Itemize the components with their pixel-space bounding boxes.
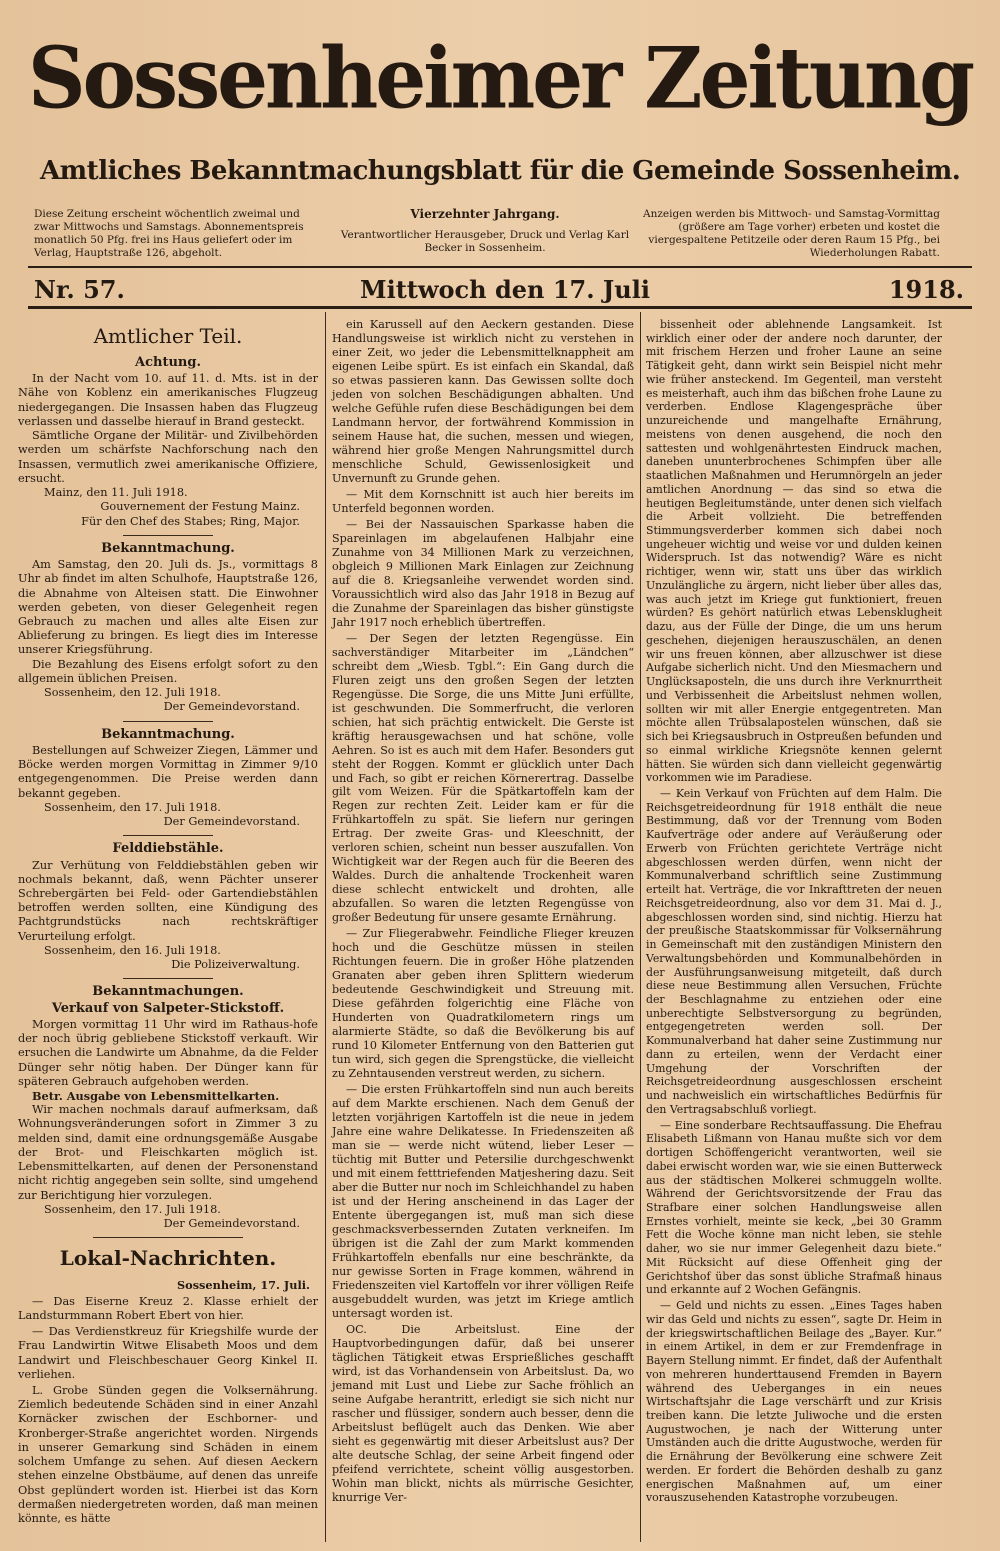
article-text: Sämtliche Organe der Militär- und Zivilbehörden werden um schärfste Nachforschung nach den Insassen, vermutlich zwei amerikanische Offiziere, ersucht. bbox=[18, 429, 318, 485]
article-signature: Die Polizeiverwaltung. bbox=[171, 958, 300, 972]
article-subheading: Betr. Ausgabe von Lebensmittelkarten. bbox=[32, 1089, 280, 1104]
section-title-local: Lokal-Nachrichten. bbox=[59, 1246, 277, 1271]
column-2 bbox=[332, 318, 634, 1507]
news-item: — Das Verdienstkreuz für Kriegshilfe wurde der Frau Landwirtin Witwe Elisabeth Moos und dem Landwirt und Fleischbeschauer Georg Kinkel II. verliehen. bbox=[18, 1325, 318, 1381]
news-item: — Das Eiserne Kreuz 2. Klasse erhielt der Landsturmmann Robert Ebert von hier. bbox=[18, 1294, 318, 1322]
news-item: L. Grobe Sünden gegen die Volksernährung. Ziemlich bedeutende Schäden sind in einer Anzahl Kornäcker zwischen der Eschborner- und Kronberger-Straße angerichtet worden. Nirgends in unserer Gemarkung sind Schäden in einem solchem Umfange zu sehen. Auf diesen Aeckern stehen einzelne Obstbäume, auf denen das unreife Obst geplündert worden ist. Hierbei ist das Korn dermaßen niedergetreten worden, daß man meinen könnte, es hätte bbox=[18, 1384, 318, 1526]
article-signature: Für den Chef des Stabes; Ring, Major. bbox=[81, 514, 300, 528]
article-subheading: Verkauf von Salpeter-Stickstoff. bbox=[51, 1000, 285, 1016]
article-text: Die Bezahlung des Eisens erfolgt sofort zu den allgemein üblichen Preisen. bbox=[18, 657, 318, 685]
article-text: In der Nacht vom 10. auf 11. d. Mts. ist in der Nähe von Koblenz ein amerikanisches Flugzeug niedergegangen. Die Insassen haben das Flugzeug verlassen und dasselbe hierauf in Brand gesteckt. bbox=[18, 372, 318, 428]
news-item: — Kein Verkauf von Früchten auf dem Halm. Die Reichsgetreideordnung für 1918 enthält die neue Bestimmung, daß vor der Trennung vom Boden Kaufverträge oder andere auf Veräußerung oder Erwerb von Früchten gerichtete Verträge nicht abgeschlossen werden dürfen, wenn nicht der Kommunalverband schriftlich seine Zustimmung erteilt hat. Verträge, die vor Inkrafttreten der neuen Reichsgetreideordnung, also vor dem 31. Mai d. J., abgeschlossen worden sind, sind nichtig. Hierzu hat der preußische Staatskommissar für Volksernährung in Gemeinschaft mit den zuständigen Ministern den Verwaltungsbehörden und Kommunalbehörden in der Ausführungsanweisung mitgeteilt, daß durch diese neue Bestimmung allen Versuchen, Früchte der Beschlagnahme zu entziehen oder eine unberechtigte Selbstversorgung zu begründen, entgegengetreten werden soll. Der Kommunalverband hat daher seine Zustimmung nur dann zu erteilen, wenn der Verdacht einer Umgehung der Vorschriften der Reichsgetreideordnung ausgeschlossen erscheint und nachweislich ein wirtschaftliches Bedürfnis für den Vertragsabschluß vorliegt. bbox=[646, 786, 942, 1116]
article-signature: Der Gemeindevorstand. bbox=[163, 700, 300, 714]
article-text: Wir machen nochmals darauf aufmerksam, daß Wohnungsveränderungen sofort in Zimmer 3 zu melden sind, damit eine ordnungsgemäße Ausgabe der Brot- und Fleischkarten möglich ist. Lebensmittelkarten, auf denen der Personenstand nicht richtig angegeben sein sollte, sind umgehend zur Berichtigung hier vorzulegen. bbox=[18, 1103, 318, 1202]
publisher-info bbox=[340, 208, 630, 255]
news-item: bissenheit oder ablehnende Langsamkeit. Ist wirklich einer oder der andere noch darunter, der mit frischem Herzen und froher Laune an seine Tätigkeit geht, dann wirkt sein Beispiel nicht mehr wie früher ansteckend. Im Gegenteil, man versteht es meisterhaft, auch ihm das bißchen frohe Laune zu verderben. Endlose Klagengespräche über unzureichende und mangelhafte Ernährung, meistens von denen ausgehend, die noch den sattesten und wohlgenährtesten Eindruck machen, daneben ununterbrochenes Schimpfen über alle staatlichen Maßnahmen und Herumnörgeln an jeder amtlichen Anordnung — das sind so etwa die heutigen Begleitumstände, unter denen sich vielfach die Arbeit vollzieht. Die betreffenden Stimmungsverderber kommen sich dabei noch ungeheuer wichtig und weise vor und dulden keinen Widerspruch. Ist das notwendig? Wäre es nicht richtiger, wenn wir, statt uns über das wirklich Unzulängliche zu ärgern, nicht lieber über alles das, was auch jetzt im Kriege gut funktioniert, freuen würden? Es gehört natürlich etwas Lebensklugheit dazu, aus der Fülle der Dinge, die um uns herum geschehen, diejenigen herauszuschälen, an denen wir uns freuen können, aber allzuschwer ist diese Aufgabe sicherlich nicht. Und den Miesmachern und Unglücksaposteln, die uns durch ihre Verknurrtheit und Verbissenheit die Arbeitslust nehmen wollen, sollten wir mit aller Energie entgegentreten. Man möchte allen Trübsalapostelen wünschen, daß sie sich bei Kriegsausbruch in Ostpreußen befunden und so einmal wirkliche Kriegsnöte kennen gelernt hätten. Sie würden sich dann vielleicht gegenwärtig vorkommen wie im Paradiese. bbox=[646, 318, 942, 785]
article-signature: Mainz, den 11. Juli 1918. bbox=[44, 486, 188, 500]
header-rule-top bbox=[28, 266, 972, 268]
article-signature: Der Gemeindevorstand. bbox=[163, 815, 300, 829]
article-signature: Gouvernement der Festung Mainz. bbox=[100, 500, 300, 514]
separator bbox=[93, 1237, 243, 1238]
advertising-info: Anzeigen werden bis Mittwoch- und Samstag-Vormittag (größere am Tage vorher) erbeten und kostet die viergespaltene Petitzeile oder deren Raum 15 Pfg., bei Wiederholungen Rabatt. bbox=[643, 208, 940, 259]
separator bbox=[123, 535, 213, 536]
news-item: — Eine sonderbare Rechtsauffassung. Die Ehefrau Elisabeth Lißmann von Hanau mußte sich vor dem dortigen Schöffengericht verantworten, weil sie dabei erwischt worden war, wie sie einen Butterweck aus der städtischen Molkerei schmuggeln wollte. Während der Gerichtsvorsitzende der Frau das Strafbare einer solchen Handlungsweise allen Ernstes vorhielt, meinte sie keck, „bei 30 Gramm Fett die Woche könne man nicht leben, sie stehle daher, wo sie nur immer Gelegenheit dazu biete.“ Mit Rücksicht auf diese Offenheit ging der Gerichtshof über das sonst übliche Strafmaß hinaus und erkannte auf 2 Wochen Gefängnis. bbox=[646, 1118, 942, 1297]
local-dateline: Sossenheim, 17. Juli. bbox=[177, 1278, 310, 1293]
header-rule-bottom bbox=[28, 306, 972, 309]
article-text: Bestellungen auf Schweizer Ziegen, Lämmer und Böcke werden morgen Vormittag in Zimmer 9/10 entgegengenommen. Die Preise werden dann bekannt gegeben. bbox=[18, 743, 318, 800]
column-1 bbox=[18, 318, 318, 1528]
article-heading: Achtung. bbox=[135, 355, 201, 370]
column-divider bbox=[325, 312, 326, 1542]
publisher-label: Verantwortlicher Herausgeber, Druck und Verlag Karl Becker in Sossenheim. bbox=[340, 229, 630, 254]
article-heading: Bekanntmachung. bbox=[101, 540, 235, 556]
separator bbox=[123, 835, 213, 836]
article-signature: Sossenheim, den 12. Juli 1918. bbox=[44, 686, 221, 700]
column-3 bbox=[646, 318, 942, 1507]
masthead-title: Sossenheimer Zeitung bbox=[27, 28, 973, 128]
issue-year: 1918. bbox=[888, 275, 964, 304]
masthead-subtitle: Amtliches Bekanntmachungsblatt für die Gemeinde Sossenheim. bbox=[40, 156, 961, 186]
news-item: — Die ersten Frühkartoffeln sind nun auch bereits auf dem Markte erschienen. Nach dem Genuß der letzten vorjährigen Kartoffeln ist die neue in jedem Jahre eine wahre Delikatesse. In Friedenszeiten aß man sie — werde nicht wütend, lieber Leser — tüchtig mit Butter und Petersilie durchgeschwenkt und mit einem fetttriefenden Matjeshering dazu. Seit aber die Butter nur noch im Schleichhandel zu haben ist und der Hering anscheinend in das Lager der Entente übergegangen ist, muß man sich diese geschmacksverbessernden Zutaten verkneifen. Im übrigen ist die Zahl der zum Markt kommenden Frühkartoffeln ebenfalls nur eine beschränkte, da nur gewisse Sorten in Frage kommen, während in Friedenszeiten viel Kartoffeln vor ihrer völligen Reife ausgebuddelt wurden, was jetzt im Kriege amtlich untersagt worden ist. bbox=[332, 1083, 634, 1320]
article-text: Morgen vormittag 11 Uhr wird im Rathaus-hofe der noch übrig gebliebene Stickstoff verkauft. Wir ersuchen die Landwirte um Abnahme, da die Felder Dünger sehr nötig haben. Der Dünger kann für späteren Gebrauch aufgehoben werden. bbox=[18, 1017, 318, 1088]
news-item: — Mit dem Kornschnitt ist auch hier bereits im Unterfeld begonnen worden. bbox=[332, 487, 634, 515]
news-item: — Geld und nichts zu essen. „Eines Tages haben wir das Geld und nichts zu essen“, sagte Dr. Heim in der kriegswirtschaftlichen Beilage des „Bayer. Kur.“ in einem Artikel, in dem er zur Fremdenfrage in Bayern Stellung nimmt. Er findet, daß der Aufenthalt von mehreren hunderttausend Fremden in Bayern während des Ueberganges in ein neues Wirtschaftsjahr die Lage verschärft und zur Krisis treiben kann. Die letzte Juliwoche und die ersten Augustwochen, je nach der Witterung unter Umständen auch die dritte Augustwoche, werden für die Ernährung der Bevölkerung eine schwere Zeit werden. Er fordert die Behörden deshalb zu ganz energischen Maßnahmen auf, um einer vorauszusehenden Katastrophe vorzubeugen. bbox=[646, 1299, 942, 1505]
separator bbox=[123, 978, 213, 979]
news-item: OC. Die Arbeitslust. Eine der Hauptvorbedingungen dafür, daß bei unserer täglichen Tätigkeit etwas Ersprießliches geschafft wird, ist das Vorhandensein von Arbeitslust. Da, wo jemand mit Lust und Liebe zur Sache fröhlich an seine Aufgabe herantritt, erledigt sie sich nicht nur rascher und flüssiger, sondern auch besser, denn die Arbeitslust beflügelt auch das Denken. Wie aber sieht es gegenwärtig mit dieser Arbeitslust aus? Der alte deutsche Schlag, der seine Arbeit fingend oder pfeifend verrichtete, scheint völlig ausgestorben. Wohin man blickt, nichts als mürrische Gesichter, knurrige Ver- bbox=[332, 1322, 634, 1504]
volume-label: Vierzehnter Jahrgang. bbox=[410, 207, 560, 221]
separator bbox=[123, 721, 213, 722]
article-text: Am Samstag, den 20. Juli ds. Js., vormittags 8 Uhr ab findet im alten Schulhofe, Hauptstraße 126, die Abnahme von Alteisen statt. Die Einwohner werden gebeten, von dieser Gelegenheit regen Gebrauch zu machen und alles alte Eisen zur Ablieferung zu bringen. Es liegt dies im Interesse unserer Kriegsführung. bbox=[18, 558, 318, 657]
article-signature: Der Gemeindevorstand. bbox=[163, 1217, 300, 1231]
article-signature: Sossenheim, den 17. Juli 1918. bbox=[44, 1202, 221, 1216]
article-text: Zur Verhütung von Felddiebstählen geben wir nochmals bekannt, daß, wenn Pächter unserer Schrebergärten bei Feld- oder Gartendiebstählen betroffen werden sollten, eine Kündigung des Pachtgrundstücks nach rechtskräftiger Verurteilung erfolgt. bbox=[18, 858, 318, 943]
news-item: — Bei der Nassauischen Sparkasse haben die Spareinlagen im abgelaufenen Halbjahr eine Zunahme von 34 Millionen Mark zu verzeichnen, obgleich 9 Millionen Mark Einlagen zur Zeichnung auf die 8. Kriegsanleihe verwendet worden sind. Voraussichtlich wird also das Jahr 1918 in Bezug auf die Zunahme der Spareinlagen das bisher günstigste Jahr 1917 noch erheblich übertreffen. bbox=[332, 517, 634, 629]
article-heading: Felddiebstähle. bbox=[112, 841, 224, 857]
article-heading: Bekanntmachungen. bbox=[92, 984, 244, 1000]
article-heading: Bekanntmachung. bbox=[101, 726, 235, 742]
subscription-info: Diese Zeitung erscheint wöchentlich zweimal und zwar Mittwochs und Samstags. Abonnementspreis monatlich 50 Pfg. frei ins Haus geliefert oder im Verlag, Hauptstraße 126, abgeholt. bbox=[34, 208, 304, 259]
news-item: — Der Segen der letzten Regengüsse. Ein sachverständiger Mitarbeiter im „Ländchen“ schreibt dem „Wiesb. Tgbl.“: Ein Gang durch die Fluren zeigt uns den großen Segen der letzten Regengüsse. Die Sorge, die uns Mitte Juni erfüllte, ist geschwunden. Die Sommerfrucht, die verloren schien, hat sich prächtig entwickelt. Die Gerste ist kräftig herausgewachsen und hat schöne, volle Aehren. So ist es auch mit dem Hafer. Besonders gut steht der Roggen. Kommt er glücklich unter Dach und Fach, so gibt er reichen Körnerertrag. Dasselbe gilt vom Weizen. Für die Spätkartoffeln kam der Regen zur rechten Zeit. Leider kam er für die Frühkartoffeln zu spät. Sie liefern nur geringen Ertrag. Der zweite Gras- und Kleeschnitt, der verloren schien, scheint nun besser auszufallen. Von Wichtigkeit war der Regen auch für die Beeren des Waldes. Durch die anhaltende Trockenheit waren diese schlecht entwickelt und drohten, alle abzufallen. So waren die letzten Regengüsse von großer Bedeutung für unsere gesamte Ernährung. bbox=[332, 631, 634, 925]
issue-number: Nr. 57. bbox=[34, 275, 125, 304]
article-signature: Sossenheim, den 17. Juli 1918. bbox=[44, 800, 221, 814]
article-signature: Sossenheim, den 16. Juli 1918. bbox=[44, 943, 221, 957]
news-item: — Zur Fliegerabwehr. Feindliche Flieger kreuzen hoch und die Geschütze müssen in steilen Richtungen feuern. Die in großer Höhe platzenden Granaten aber geben ihren Splittern wiederum bedeutende Geschwindigkeit und Streuung mit. Diese gefährden folgerichtig eine Fläche von Hunderten von Quadratkilometern rings um alarmierte Städte, so daß die Bevölkerung bis auf rund 10 Kilometer Entfernung von den Batterien gut tun wird, sich gegen die Sprengstücke, die vielleicht zu Zehntausenden verstreut werden, zu sichern. bbox=[332, 927, 634, 1081]
column-divider bbox=[640, 312, 641, 1542]
issue-date: Mittwoch den 17. Juli bbox=[360, 275, 650, 304]
news-item: ein Karussell auf den Aeckern gestanden. Diese Handlungsweise ist wirklich nicht zu verstehen in einer Zeit, wo jeder die Lebensmittelknappheit am eigenen Leibe spürt. Es ist einfach ein Skandal, daß so etwas passieren kann. Das Gewissen sollte doch jeden von solchen Beschädigungen abhalten. Und welche Gefühle rufen diese Beschädigungen bei dem Landmann hervor, der fortwährend Kommission in seinem Hause hat, die suchen, messen und wiegen, während hier große Mengen Nahrungsmittel durch menschliche Schuld, Gewissenlosigkeit und Unvernunft zu Grunde gehen. bbox=[332, 318, 634, 485]
section-title-official: Amtlicher Teil. bbox=[93, 324, 243, 348]
